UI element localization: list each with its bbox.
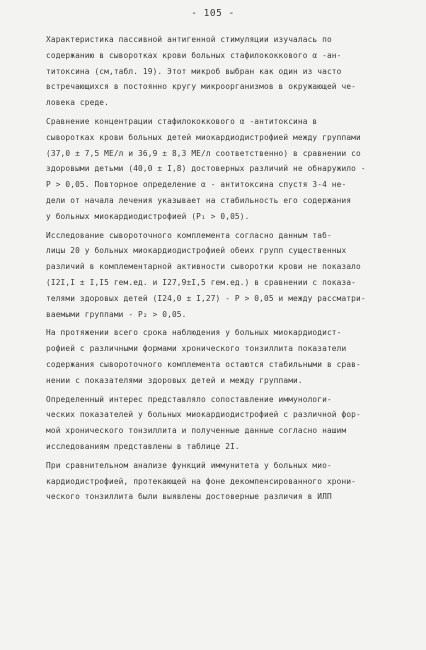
text-line: содержания сывороточного комплемента остаются стабильными в срав-: [46, 359, 361, 369]
text-line: лицы 20 у больных миокардиодистрофией обеих групп существенных: [46, 246, 347, 256]
text-line: у больных миокардиодистрофией (Р₁ > 0,05).: [46, 211, 250, 221]
text-line: рофией с различными формами хронического тонзиллита показатели: [46, 344, 347, 354]
paragraph: [46, 228, 398, 323]
text-line: (37,0 ± 7,5 МЕ/л и 36,9 ± 8,3 МЕ/л соответственно) в сравнении со: [46, 148, 361, 158]
text-line: различий в комплементарной активности сыворотки крови не показало: [46, 262, 361, 272]
text-line: ловека среде.: [46, 98, 109, 108]
text-line: здоровыми детьми (40,0 ± I,8) достоверных различий не обнаружило -: [46, 164, 366, 174]
text-line: Определенный интерес представляло сопоставление иммунологи-: [46, 394, 332, 404]
text-line: встречающихся в постоянно кругу микроорганизмов в окружающей че-: [46, 82, 357, 92]
paragraph: [46, 32, 398, 111]
text-line: На протяжении всего срока наблюдения у больных миокардиодист-: [46, 328, 342, 338]
text-line: сыворотках крови больных детей миокардиодистрофией между группами: [46, 132, 361, 142]
text-line: титоксина (см,табл. 19). Этот микроб выбран как один из часто: [46, 66, 342, 76]
text-line: Исследование сывороточного комплемента согласно данным таб-: [46, 230, 332, 240]
text-line: исследованиям представлены в таблице 2I.: [46, 441, 240, 451]
text-line: ческого тонзиллита были выявлены достоверные различия в ИЛП: [46, 492, 332, 502]
text-line: дели от начала лечения указывает на стабильность его содержания: [46, 195, 352, 205]
text-line: При сравнительном анализе функций иммунитета у больных мио-: [46, 460, 332, 470]
paragraph: [46, 458, 398, 505]
text-line: Характеристика пассивной антигенной стимуляции изучалась по: [46, 35, 332, 44]
paragraph: [46, 114, 398, 225]
body-text: [46, 32, 398, 508]
text-line: Р > 0,05. Повторное определение α - антитоксина спустя 3-4 не-: [46, 180, 347, 190]
text-line: (I2I,I ± I,I5 гем.ед. и I27,9±I,5 гем.ед.) в сравнении с показа-: [46, 277, 357, 287]
text-line: телями здоровых детей (I24,0 ± I,27) - Р > 0,05 и между рассматри-: [46, 293, 366, 303]
text-line: нении с показателями здоровых детей и между группами.: [46, 375, 303, 385]
page-number: - 105 -: [191, 8, 235, 19]
text-line: кардиодистрофией, протекающей на фоне декомпенсированного хрони-: [46, 476, 357, 486]
text-line: содержанию в сыворотках крови больных стафилококкового α -ан-: [46, 50, 342, 60]
text-line: мой хронического тонзиллита и полученные данные согласно нашим: [46, 426, 347, 436]
paragraph: [46, 392, 398, 455]
paragraph: [46, 325, 398, 388]
text-line: ческих показателей у больных миокардиодистрофией с различной фор-: [46, 410, 361, 420]
text-line: ваемыми группами - Р₂ > 0,05.: [46, 309, 187, 319]
text-line: Сравнение концентрации стафилококкового α -антитоксина в: [46, 116, 318, 126]
